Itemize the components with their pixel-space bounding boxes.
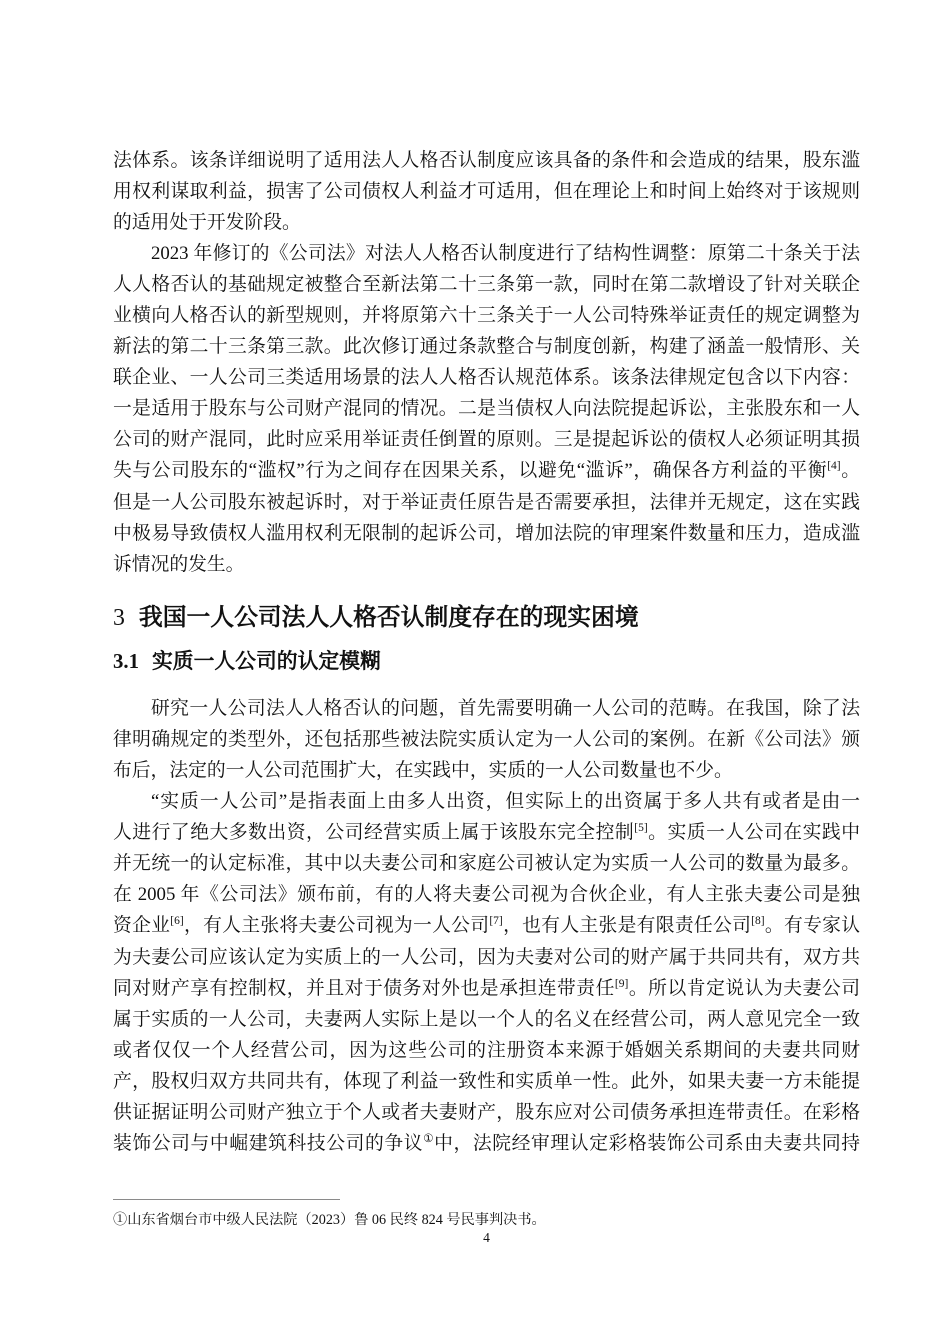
text-run: 。所以肯定说认为夫妻公司 [628,977,860,999]
text-line: 2023 年修订的《公司法》对法人人格否认制度进行了结构性调整：原第二十条关于法 [151,242,860,264]
text-line: 产，股权归双方共同共有，体现了利益一致性和实质单一性。此外，如果夫妻一方未能提 [113,1070,860,1092]
chapter-heading [113,596,860,640]
text-line: 中极易导致债权人滥用权利无限制的起诉公司，增加法院的审理案件数量和压力，造成滥 [113,522,860,544]
text-run: 。 [840,460,861,482]
footnote-marker: ① [423,1133,435,1146]
text-run: 中，法院经审理认定彩格装饰公司系由夫妻共同持 [434,1133,861,1155]
text-run: 。实质一人公司在实践中 [647,822,861,844]
citation-ref: [7] [489,915,503,928]
body-text [113,145,860,1160]
text-run: 人进行了绝大多数出资，公司经营实质上属于该股东完全控制 [113,822,635,844]
text-line: 律明确规定的类型外，还包括那些被法院实质认定为一人公司的案例。在新《公司法》颁 [113,728,860,750]
text-line: 一是适用于股东与公司财产混同的情况。二是当债权人向法院提起诉讼，主张股东和一人 [113,398,860,420]
text-line [113,910,860,941]
text-line: 诉情况的发生。 [113,553,245,575]
paragraph-3 [113,693,860,786]
text-run: 。有专家认 [764,915,861,937]
text-run: 同对财产享有控制权，并且对于债务对外也是承担连带责任 [113,977,615,999]
text-line: 或者仅仅一个人经营公司，因为这些公司的注册资本来源于婚姻关系期间的夫妻共同财 [113,1039,860,1061]
text-line: 的适用处于开发阶段。 [113,211,301,233]
text-line: 公司的财产混同，此时应采用举证责任倒置的原则。三是提起诉讼的债权人必须证明其损 [113,429,860,451]
chapter-title: 我国一人公司法人人格否认制度存在的现实困境 [138,603,639,631]
paragraph-1 [113,145,860,238]
text-line: 研究一人公司法人人格否认的问题，首先需要明确一人公司的范畴。在我国，除了法 [151,697,860,719]
text-line: 并无统一的认定标准，其中以夫妻公司和家庭公司被认定为实质一人公司的数量为最多。 [113,853,860,875]
footnote-separator [113,1199,340,1200]
citation-ref: [5] [634,822,648,835]
text-run: 资企业 [113,915,171,937]
text-line [113,455,860,486]
text-run: 失与公司股东的“滥权”行为之间存在因果关系，以避免“滥诉”，确保各方利益的平衡 [113,460,828,482]
text-line: “实质一人公司”是指表面上由多人出资，但实际上的出资属于多人共有或者是由一 [151,791,860,813]
text-line: 新法的第二十三条第三款。此次修订通过条款整合与制度创新，构建了涵盖一般情形、关 [113,336,860,358]
section-heading [113,640,860,684]
text-line: 供证据证明公司财产独立于个人或者夫妻财产，股东应对公司债务承担连带责任。在彩格 [113,1102,860,1124]
text-run: ，也有人主张是有限责任公司 [502,915,752,937]
text-line: 属于实质的一人公司，夫妻两人实际上是以一个人的名义在经营公司，两人意见完全一致 [113,1008,860,1030]
citation-ref: [4] [827,460,841,473]
text-line: 联企业、一人公司三类适用场景的法人人格否认规范体系。该条法律规定包含以下内容： [113,367,860,389]
text-line [113,1128,860,1159]
citation-ref: [6] [170,915,184,928]
paragraph-4 [113,786,860,1159]
text-line [113,817,860,848]
text-run: ，有人主张将夫妻公司视为一人公司 [183,915,490,937]
text-line: 在 2005 年《公司法》颁布前，有的人将夫妻公司视为合伙企业，有人主张夫妻公司是独 [113,884,860,906]
text-line [113,973,860,1004]
footnote: ①山东省烟台市中级人民法院（2023）鲁 06 民终 824 号民事判决书。 [113,1212,546,1228]
text-line: 但是一人公司股东被起诉时，对于举证责任原告是否需要承担，法律并无规定，这在实践 [113,491,860,513]
section-title: 实质一人公司的认定模糊 [152,649,381,673]
text-line: 用权利谋取利益，损害了公司债权人利益才可适用，但在理论上和时间上始终对于该规则 [113,180,860,202]
chapter-number: 3 [113,604,125,631]
text-run: 装饰公司与中崛建筑科技公司的争议 [113,1133,424,1155]
text-line: 为夫妻公司应该认定为实质上的一人公司，因为夫妻对公司的财产属于共同共有，双方共 [113,946,860,968]
citation-ref: [9] [614,977,629,990]
paragraph-2 [113,238,860,580]
page-number: 4 [483,1230,490,1245]
text-line: 法体系。该条详细说明了适用法人人格否认制度应该具备的条件和会造成的结果，股东滥 [113,149,860,171]
text-line: 布后，法定的一人公司范围扩大，在实践中，实质的一人公司数量也不少。 [113,760,733,781]
section-number: 3.1 [113,649,139,673]
text-line: 业横向人格否认的新型规则，并将原第六十三条关于一人公司特殊举证责任的规定调整为 [113,304,860,326]
citation-ref: [8] [751,915,765,928]
text-line: 人人格否认的基础规定被整合至新法第二十三条第一款，同时在第二款增设了针对关联企 [113,273,860,295]
